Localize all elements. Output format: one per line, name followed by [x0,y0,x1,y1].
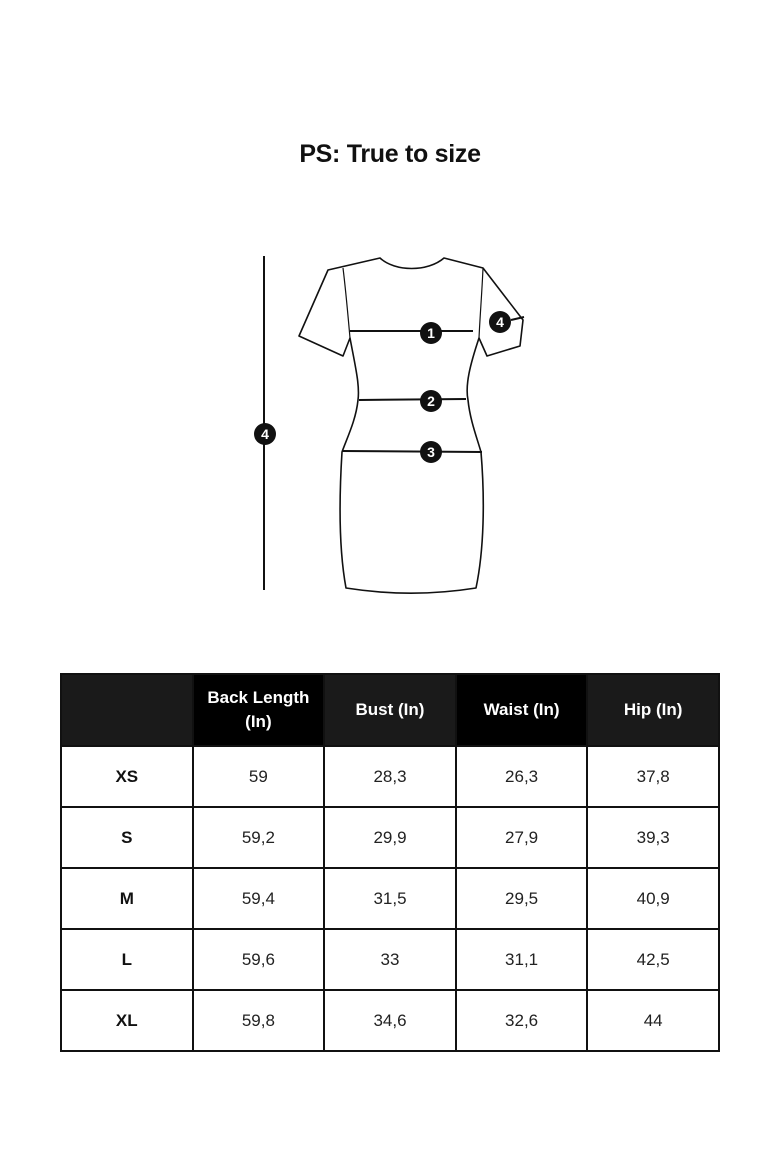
waist-cell: 29,5 [456,868,588,929]
hip-cell: 44 [587,990,719,1051]
size-cell: XL [61,990,193,1051]
waist-line [359,399,466,400]
header-size [61,674,193,746]
hip-cell: 37,8 [587,746,719,807]
waist-cell: 31,1 [456,929,588,990]
header-hip: Hip (In) [587,674,719,746]
size-cell: S [61,807,193,868]
size-cell: M [61,868,193,929]
size-cell: XS [61,746,193,807]
back-length-cell: 59,4 [193,868,325,929]
marker-2 [420,390,442,412]
marker-4-sleeve [489,311,511,333]
bust-cell: 33 [324,929,456,990]
back-length-cell: 59 [193,746,325,807]
bust-cell: 29,9 [324,807,456,868]
dress-measurement-diagram [0,240,780,610]
bust-cell: 28,3 [324,746,456,807]
marker-3 [420,441,442,463]
table-header-row [61,674,719,746]
hip-cell: 40,9 [587,868,719,929]
right-armhole-seam [479,268,483,338]
hip-line [342,451,482,452]
hip-cell: 42,5 [587,929,719,990]
svg-text:4: 4 [496,314,504,330]
bust-cell: 34,6 [324,990,456,1051]
waist-cell: 27,9 [456,807,588,868]
left-armhole-seam [343,268,350,338]
bust-cell: 31,5 [324,868,456,929]
svg-text:2: 2 [427,393,435,409]
back-length-cell: 59,8 [193,990,325,1051]
svg-text:3: 3 [427,444,435,460]
size-chart-table [60,673,720,1052]
table-row [61,868,719,929]
table-row [61,746,719,807]
waist-cell: 32,6 [456,990,588,1051]
table-row [61,807,719,868]
back-length-cell: 59,2 [193,807,325,868]
page-title: PS: True to size [299,140,481,168]
table-row [61,990,719,1051]
size-cell: L [61,929,193,990]
svg-text:4: 4 [261,426,269,442]
header-waist: Waist (In) [456,674,588,746]
marker-1 [420,322,442,344]
table-row [61,929,719,990]
hip-cell: 39,3 [587,807,719,868]
back-length-cell: 59,6 [193,929,325,990]
header-back-length: Back Length (In) [193,674,325,746]
header-bust: Bust (In) [324,674,456,746]
dress-outline [299,258,523,593]
waist-cell: 26,3 [456,746,588,807]
svg-text:1: 1 [427,325,435,341]
marker-4-length [254,423,276,445]
